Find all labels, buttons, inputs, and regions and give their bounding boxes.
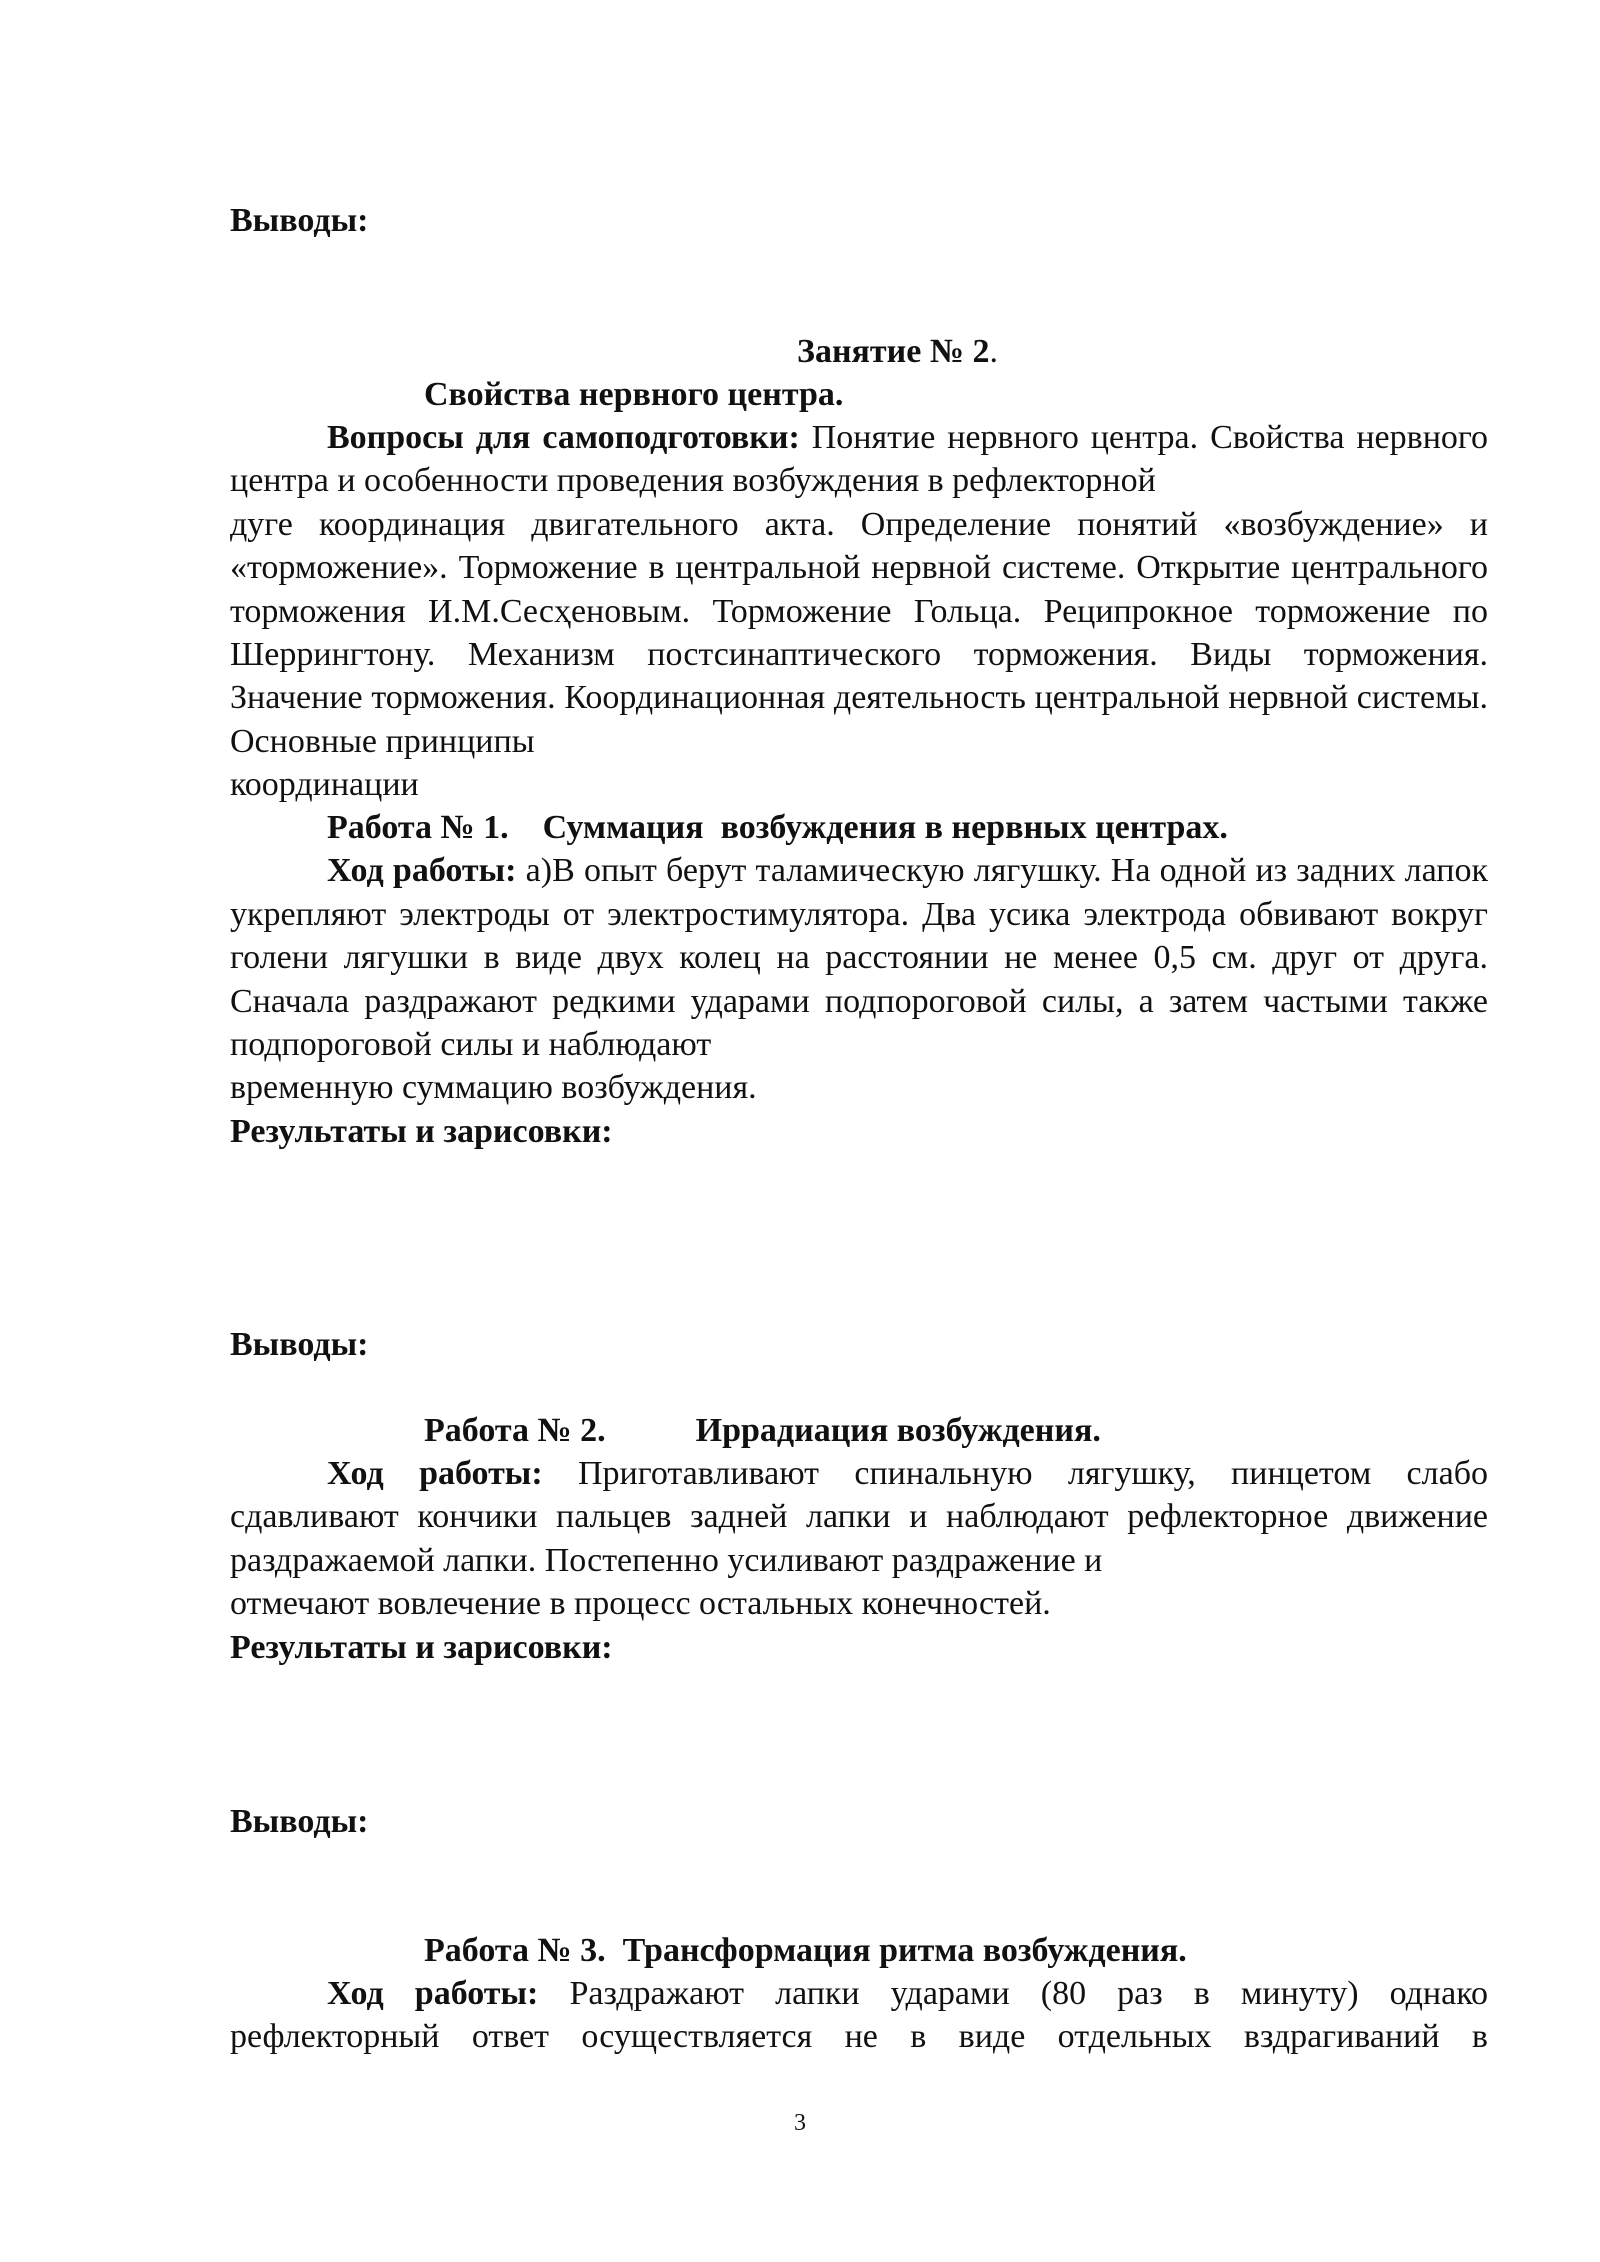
work2-results-label: Результаты и зарисовки: bbox=[230, 1628, 613, 1666]
top-conclusions-label: Выводы: bbox=[230, 202, 369, 239]
work3-section bbox=[230, 1972, 1488, 2059]
questions-first-part bbox=[230, 416, 1488, 503]
work1-title: Работа № 1. Суммация возбуждения в нервных центрах. bbox=[327, 809, 1228, 846]
work2-title bbox=[424, 1409, 1101, 1452]
work2-procedure bbox=[230, 1452, 1488, 1582]
work3-procedure bbox=[230, 1972, 1488, 2059]
work2-section bbox=[230, 1452, 1488, 1669]
questions-text-3: координации bbox=[230, 766, 419, 804]
lesson-title-dot: . bbox=[989, 333, 998, 370]
questions-paragraph bbox=[230, 416, 1488, 807]
lesson-title-text: Занятие № 2 bbox=[797, 333, 990, 370]
lesson-title bbox=[797, 330, 998, 373]
work2-procedure-label: Ход работы: bbox=[327, 1455, 543, 1492]
work2-title-name: Иррадиация возбуждения. bbox=[695, 1412, 1101, 1449]
work1-section bbox=[230, 806, 1488, 1153]
page-number: 3 bbox=[794, 2110, 806, 2136]
work1-procedure-text: а)В опыт берут таламическую лягушку. На одной из задних лапок укрепляют электроды от электростимулятора. Два усика электрода обвивают вокруг голени лягушки в виде двух колец на расстоянии не менее 0,5 см. друг от друга. Сначала раздражают редкими ударами подпороговой силы, а затем частыми также подпороговой силы и наблюдают bbox=[230, 852, 1489, 1064]
questions-label: Вопросы для самоподготовки: bbox=[327, 419, 800, 456]
work2-title-num: Работа № 2. bbox=[424, 1412, 606, 1449]
questions-text-2: дуге координация двигательного акта. Определение понятий «возбуждение» и «торможение». Торможение в центральной нервной системе. Открытие центрального торможения И.М.Сесҳеновым. Торможение Гольца. Реципрокное торможение по Шеррингтону. Механизм постсинаптического торможения. Виды торможения. Значение торможения. Координационная деятельность центральной нервной системы. Основные принципы bbox=[230, 505, 1488, 760]
work1-conclusions-label: Выводы: bbox=[230, 1326, 369, 1363]
work3-procedure-text: Раздражают лапки ударами (80 раз в минуту) однако рефлекторный ответ осуществляется не в виде отдельных вздрагиваний в bbox=[230, 1975, 1488, 2056]
lesson-subtitle: Свойства нервного центра. bbox=[424, 376, 844, 413]
work2-procedure-last: отмечают вовлечение в процесс остальных конечностей. bbox=[230, 1585, 1051, 1623]
work2-procedure-text: Приготавливают спинальную лягушку, пинцетом слабо сдавливают кончики пальцев задней лапки и наблюдают рефлекторное движение раздражаемой лапки. Постепенно усиливают раздражение и bbox=[230, 1455, 1488, 1579]
work1-procedure-label: Ход работы: bbox=[327, 852, 517, 890]
work3-procedure-label: Ход работы: bbox=[327, 1975, 539, 2012]
work2-conclusions-label: Выводы: bbox=[230, 1803, 369, 1840]
work1-procedure-last: временную суммацию возбуждения. bbox=[230, 1069, 757, 1107]
work3-title: Работа № 3. Трансформация ритма возбуждения. bbox=[424, 1932, 1187, 1969]
work1-procedure bbox=[230, 849, 1488, 1066]
questions-text-1: Понятие нервного центра. Свойства нервного центра и особенности проведения возбуждения в рефлекторной bbox=[230, 419, 1488, 500]
work1-results-label: Результаты и зарисовки: bbox=[230, 1112, 613, 1150]
